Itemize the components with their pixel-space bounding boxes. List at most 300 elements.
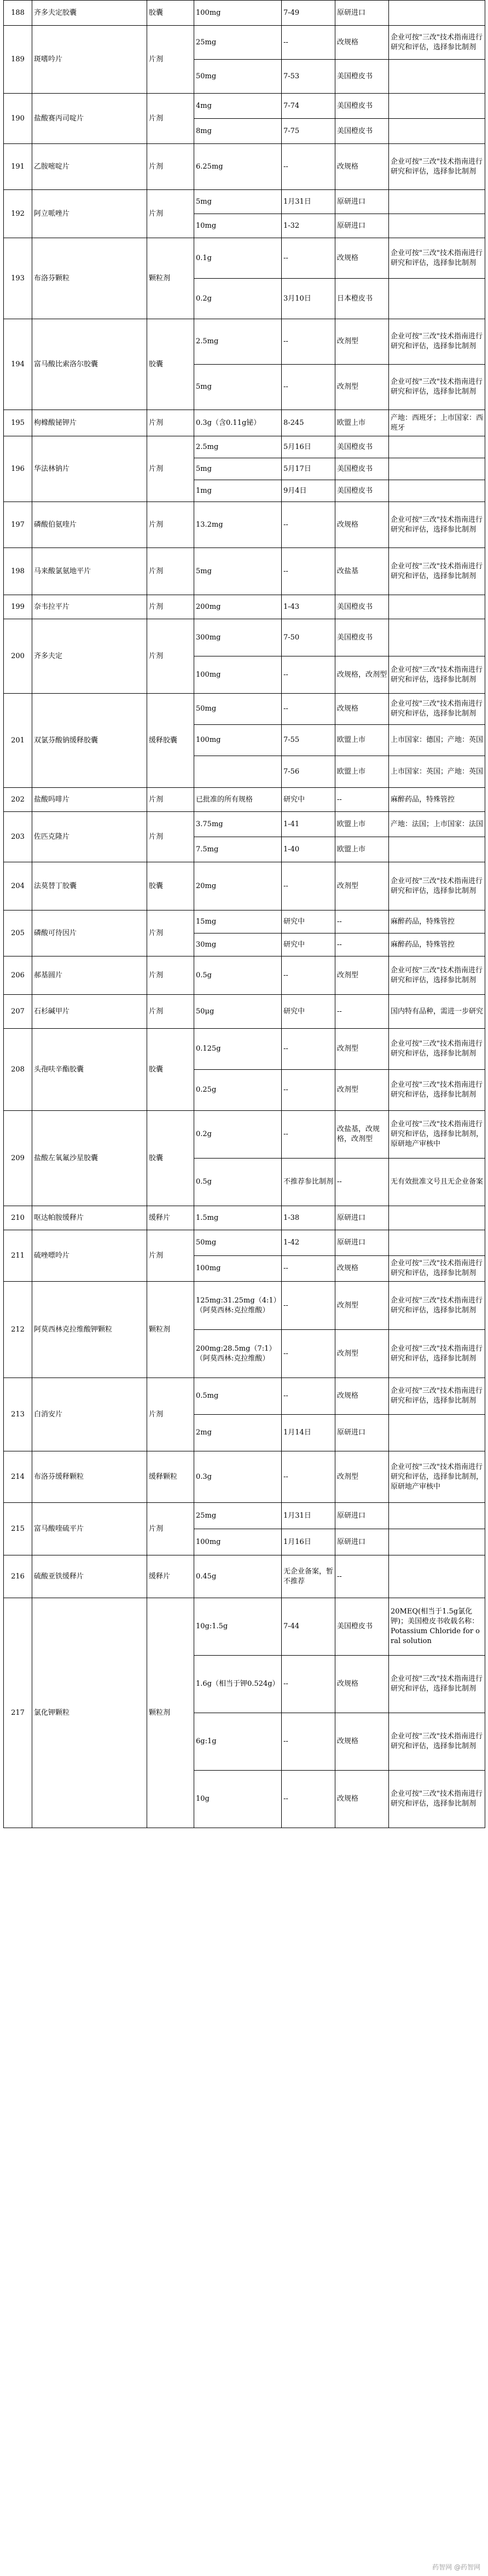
reference-source: 改规格 [335,694,389,725]
remark: 企业可按"三改"技术指南进行研究和评估，选择参比制剂 [389,1378,485,1415]
reference-source: 改剂型 [335,365,389,410]
dosage-form: 片剂 [147,1378,194,1451]
reference-source: 原研进口 [335,1503,389,1529]
table-row [4,694,485,725]
dosage-form: 片剂 [147,812,194,862]
table-row [4,1378,485,1415]
drug-name: 佐匹克隆片 [32,812,147,862]
reference-source: 改剂型 [335,956,389,995]
reference-source: 改规格 [335,26,389,60]
remark: 上市国家：德国；产地：英国 [389,725,485,756]
reference-id: 研究中 [282,995,335,1029]
table-row [4,1598,485,1656]
dosage-form: 颗粒剂 [147,1282,194,1378]
reference-id: 7-55 [282,725,335,756]
remark [389,1230,485,1256]
watermark: 药智网 @药智网 [430,2561,483,2573]
remark: 上市国家：英国；产地：英国 [389,756,485,788]
drug-name: 硫酸亚铁缓释片 [32,1555,147,1598]
remark [389,458,485,480]
row-number: 209 [4,1111,32,1206]
dosage-form: 缓释颗粒 [147,1451,194,1503]
row-number: 191 [4,144,32,190]
remark: 产地：法国；上市国家：法国 [389,812,485,837]
remark [389,190,485,214]
dosage-form: 片剂 [147,995,194,1029]
table-row [4,1230,485,1256]
reference-source: 美国橙皮书 [335,1598,389,1656]
remark [389,94,485,119]
drug-name: 阿立哌唑片 [32,190,147,238]
specification: 125mg:31.25mg（4:1）（阿莫西林:克拉维酸） [194,1282,282,1330]
reference-id: 7-74 [282,94,335,119]
drug-name: 富马酸比索洛尔胶囊 [32,319,147,410]
row-number: 195 [4,410,32,436]
dosage-form: 片剂 [147,1503,194,1555]
drug-name: 富马酸喹硫平片 [32,1503,147,1555]
reference-source: 改规格 [335,144,389,190]
dosage-form: 颗粒剂 [147,1598,194,1828]
remark: 企业可按"三改"技术指南进行研究和评估，选择参比制剂 [389,1330,485,1378]
reference-id: -- [282,1282,335,1330]
dosage-form: 片剂 [147,144,194,190]
reference-id: 研究中 [282,933,335,956]
specification: 5mg [194,458,282,480]
remark [389,1503,485,1529]
row-number: 213 [4,1378,32,1451]
reference-id: 1月14日 [282,1415,335,1451]
specification: 100mg [194,1529,282,1555]
specification: 1.5mg [194,1206,282,1230]
reference-source: 美国橙皮书 [335,595,389,619]
reference-id: -- [282,1771,335,1828]
drug-name: 盐酸左氧氟沙星胶囊 [32,1111,147,1206]
remark: 麻醉药品，特殊管控 [389,910,485,933]
specification: 7.5mg [194,837,282,862]
dosage-form: 片剂 [147,619,194,694]
row-number: 215 [4,1503,32,1555]
drug-name: 头孢呋辛酯胶囊 [32,1029,147,1111]
reference-source: -- [335,910,389,933]
table-row [4,144,485,190]
reference-id: 9月4日 [282,480,335,502]
table-row [4,1206,485,1230]
dosage-form: 片剂 [147,910,194,956]
dosage-form: 胶囊 [147,1029,194,1111]
reference-source: 原研进口 [335,1529,389,1555]
dosage-form: 片剂 [147,788,194,812]
specification: 20mg [194,862,282,910]
reference-id: 研究中 [282,910,335,933]
table-row [4,1111,485,1159]
reference-source: 改规格 [335,1713,389,1771]
reference-id: 1月31日 [282,190,335,214]
reference-source: 原研进口 [335,214,389,238]
table-row [4,788,485,812]
remark: 企业可按"三改"技术指南进行研究和评估，选择参比制剂 [389,1282,485,1330]
remark [389,214,485,238]
reference-id: -- [282,862,335,910]
drug-name: 双氯芬酸钠缓释胶囊 [32,694,147,788]
drug-name: 齐多夫定 [32,619,147,694]
reference-source: 欧盟上市 [335,812,389,837]
specification: 10g:1.5g [194,1598,282,1656]
reference-source: 改剂型 [335,862,389,910]
remark [389,595,485,619]
reference-source: 美国橙皮书 [335,480,389,502]
dosage-form: 片剂 [147,410,194,436]
specification: 0.5g [194,1159,282,1206]
remark [389,480,485,502]
table-row [4,410,485,436]
remark [389,1415,485,1451]
remark: 企业可按"三改"技术指南进行研究和评估，选择参比制剂 [389,548,485,595]
specification: 0.3g [194,1451,282,1503]
reference-id: -- [282,1656,335,1713]
reference-source: 日本橙皮书 [335,279,389,319]
specification: 25mg [194,26,282,60]
table-row [4,910,485,933]
table-row [4,94,485,119]
reference-id: -- [282,1070,335,1111]
specification: 5mg [194,548,282,595]
reference-source: 改规格，改剂型 [335,656,389,694]
reference-id: -- [282,548,335,595]
remark: 产地：西班牙；上市国家：西班牙 [389,410,485,436]
reference-id: 8-245 [282,410,335,436]
drug-name: 磷酸可待因片 [32,910,147,956]
reference-id: 1-42 [282,1230,335,1256]
remark: 企业可按"三改"技术指南进行研究和评估，选择参比制剂 [389,694,485,725]
reference-source: 美国橙皮书 [335,94,389,119]
specification: 0.5mg [194,1378,282,1415]
reference-source: 改剂型 [335,1029,389,1070]
reference-id: 1-40 [282,837,335,862]
remark: 企业可按"三改"技术指南进行研究和评估，选择参比制剂 [389,1256,485,1282]
reference-id: 无企业备案，暂不推荐 [282,1555,335,1598]
row-number: 207 [4,995,32,1029]
reference-source: 改规格 [335,1378,389,1415]
row-number: 190 [4,94,32,144]
reference-source: 美国橙皮书 [335,458,389,480]
reference-id: 不推荐参比制剂 [282,1159,335,1206]
row-number: 199 [4,595,32,619]
row-number: 192 [4,190,32,238]
dosage-form: 缓释片 [147,1555,194,1598]
remark: 企业可按"三改"技术指南进行研究和评估，选择参比制剂 [389,238,485,279]
row-number: 214 [4,1451,32,1503]
table-row [4,502,485,548]
reference-source: 改盐基，改规格，改剂型 [335,1111,389,1159]
dosage-form: 片剂 [147,502,194,548]
reference-id: -- [282,26,335,60]
reference-source: -- [335,788,389,812]
specification: 3.75mg [194,812,282,837]
remark: 企业可按"三改"技术指南进行研究和评估，选择参比制剂 [389,956,485,995]
specification [194,756,282,788]
reference-source: -- [335,1159,389,1206]
specification: 100mg [194,725,282,756]
drug-name: 呕达帕胺缓释片 [32,1206,147,1230]
reference-source: 改规格 [335,238,389,279]
reference-source: 原研进口 [335,1,389,26]
row-number: 198 [4,548,32,595]
reference-id: -- [282,1451,335,1503]
reference-id: -- [282,656,335,694]
remark [389,436,485,458]
remark: 企业可按"三改"技术指南进行研究和评估，选择参比制剂 [389,144,485,190]
reference-id: -- [282,1256,335,1282]
specification: 2mg [194,1415,282,1451]
drug-name: 马来酸氯氨地平片 [32,548,147,595]
dosage-form: 片剂 [147,94,194,144]
dosage-form: 片剂 [147,595,194,619]
row-number: 194 [4,319,32,410]
reference-id: 1-32 [282,214,335,238]
row-number: 202 [4,788,32,812]
reference-id: -- [282,365,335,410]
row-number: 189 [4,26,32,94]
reference-source: 改剂型 [335,1330,389,1378]
specification: 0.2g [194,1111,282,1159]
remark [389,279,485,319]
reference-source: 改规格 [335,1256,389,1282]
reference-id: 1-38 [282,1206,335,1230]
dosage-form: 颗粒剂 [147,238,194,319]
reference-source: 改剂型 [335,1282,389,1330]
dosage-form: 缓释胶囊 [147,694,194,788]
drug-name: 盐酸赛丙司啶片 [32,94,147,144]
specification: 0.45g [194,1555,282,1598]
remark: 无有效批准文号且无企业备案 [389,1159,485,1206]
drug-name: 布洛芬缓释颗粒 [32,1451,147,1503]
remark: 企业可按"三改"技术指南进行研究和评估，选择参比制剂，原研地产审核中 [389,1111,485,1159]
remark [389,60,485,94]
reference-id: -- [282,502,335,548]
reference-id: 1-43 [282,595,335,619]
row-number: 193 [4,238,32,319]
drug-name: 盐酸吗啡片 [32,788,147,812]
dosage-form: 片剂 [147,26,194,94]
remark: 企业可按"三改"技术指南进行研究和评估，选择参比制剂 [389,1713,485,1771]
remark: 企业可按"三改"技术指南进行研究和评估，选择参比制剂 [389,365,485,410]
table-row [4,238,485,279]
reference-id: -- [282,319,335,365]
reference-source: 改盐基 [335,548,389,595]
remark [389,1206,485,1230]
reference-id: -- [282,694,335,725]
table-row [4,862,485,910]
reference-id: -- [282,1378,335,1415]
row-number: 210 [4,1206,32,1230]
table-row [4,436,485,458]
specification: 10mg [194,214,282,238]
row-number: 212 [4,1282,32,1378]
specification: 0.1g [194,238,282,279]
reference-id: 7-49 [282,1,335,26]
specification: 0.3g（含0.11g铋） [194,410,282,436]
reference-source: 原研进口 [335,1206,389,1230]
row-number: 216 [4,1555,32,1598]
row-number: 206 [4,956,32,995]
drug-name: 白消安片 [32,1378,147,1451]
specification: 5mg [194,365,282,410]
specification: 8mg [194,119,282,144]
remark: 企业可按"三改"技术指南进行研究和评估，选择参比制剂 [389,1771,485,1828]
specification: 50μg [194,995,282,1029]
remark: 企业可按"三改"技术指南进行研究和评估，选择参比制剂 [389,26,485,60]
row-number: 208 [4,1029,32,1111]
reference-source: 欧盟上市 [335,725,389,756]
reference-drug-table [3,0,485,1828]
reference-id: 研究中 [282,788,335,812]
table-row [4,1451,485,1503]
dosage-form: 缓释片 [147,1206,194,1230]
table-row [4,319,485,365]
specification: 0.25g [194,1070,282,1111]
table-row [4,956,485,995]
remark: 企业可按"三改"技术指南进行研究和评估，选择参比制剂 [389,862,485,910]
drug-name: 枸橼酸铋钾片 [32,410,147,436]
row-number: 201 [4,694,32,788]
reference-source: 欧盟上市 [335,410,389,436]
table-row [4,548,485,595]
reference-id: 7-56 [282,756,335,788]
specification: 100mg [194,656,282,694]
reference-id: 5月17日 [282,458,335,480]
reference-id: 5月16日 [282,436,335,458]
row-number: 188 [4,1,32,26]
specification: 2.5mg [194,319,282,365]
remark: 20MEQ(相当于1.5g氯化钾)；美国橙皮书收载名称：Potassium Chloride for oral solution [389,1598,485,1656]
remark: 麻醉药品，特殊管控 [389,933,485,956]
remark [389,1529,485,1555]
reference-source: 改剂型 [335,319,389,365]
table-row [4,1555,485,1598]
drug-name: 奈韦拉平片 [32,595,147,619]
specification: 10g [194,1771,282,1828]
drug-name: 华法林钠片 [32,436,147,502]
reference-source: 原研进口 [335,1230,389,1256]
reference-source: 美国橙皮书 [335,60,389,94]
specification: 50mg [194,1230,282,1256]
dosage-form: 片剂 [147,190,194,238]
specification: 2.5mg [194,436,282,458]
drug-name: 硫唑嘌呤片 [32,1230,147,1282]
reference-source: 欧盟上市 [335,837,389,862]
reference-source: 改规格 [335,1771,389,1828]
row-number: 211 [4,1230,32,1282]
table-row [4,619,485,656]
remark: 企业可按"三改"技术指南进行研究和评估，选择参比制剂 [389,1029,485,1070]
reference-id: -- [282,1029,335,1070]
specification: 200mg [194,595,282,619]
reference-source: 改剂型 [335,1070,389,1111]
drug-name: 磷酸伯氨喹片 [32,502,147,548]
drug-name: 阿莫西林克拉维酸钾颗粒 [32,1282,147,1378]
page [3,0,485,1828]
reference-source: 原研进口 [335,190,389,214]
reference-id: 1月16日 [282,1529,335,1555]
drug-name: 齐多夫定胶囊 [32,1,147,26]
table-row [4,1282,485,1330]
specification: 0.5g [194,956,282,995]
reference-id: -- [282,1111,335,1159]
reference-source: -- [335,1555,389,1598]
reference-source: 改规格 [335,1656,389,1713]
remark [389,619,485,656]
table-row [4,1029,485,1070]
remark: 企业可按"三改"技术指南进行研究和评估，选择参比制剂 [389,319,485,365]
specification: 已批准的所有规格 [194,788,282,812]
reference-source: 美国橙皮书 [335,436,389,458]
dosage-form: 片剂 [147,436,194,502]
reference-id: -- [282,238,335,279]
specification: 4mg [194,94,282,119]
specification: 0.2g [194,279,282,319]
specification: 200mg:28.5mg（7:1）（阿莫西林:克拉维酸） [194,1330,282,1378]
dosage-form: 胶囊 [147,1111,194,1206]
drug-name: 法莫替丁胶囊 [32,862,147,910]
table-row [4,1,485,26]
remark: 企业可按"三改"技术指南进行研究和评估，选择参比制剂 [389,502,485,548]
reference-id: -- [282,1330,335,1378]
remark: 企业可按"三改"技术指南进行研究和评估，选择参比制剂，原研地产审核中 [389,1451,485,1503]
specification: 30mg [194,933,282,956]
row-number: 217 [4,1598,32,1828]
reference-id: 3月10日 [282,279,335,319]
remark: 企业可按"三改"技术指南进行研究和评估，选择参比制剂 [389,1070,485,1111]
specification: 5mg [194,190,282,214]
remark: 国内特有品种，需进一步研究 [389,995,485,1029]
row-number: 197 [4,502,32,548]
reference-source: 美国橙皮书 [335,619,389,656]
reference-id: 7-44 [282,1598,335,1656]
remark: 企业可按"三改"技术指南进行研究和评估，选择参比制剂 [389,1656,485,1713]
table-row [4,812,485,837]
reference-source: 改规格 [335,502,389,548]
reference-id: -- [282,144,335,190]
dosage-form: 片剂 [147,956,194,995]
remark [389,837,485,862]
reference-id: -- [282,1713,335,1771]
table-row [4,26,485,60]
dosage-form: 片剂 [147,548,194,595]
drug-name: 布洛芬颗粒 [32,238,147,319]
specification: 300mg [194,619,282,656]
row-number: 203 [4,812,32,862]
table-row [4,1503,485,1529]
remark [389,1,485,26]
row-number: 200 [4,619,32,694]
specification: 13.2mg [194,502,282,548]
drug-name: 石杉碱甲片 [32,995,147,1029]
specification: 0.125g [194,1029,282,1070]
table-row [4,595,485,619]
reference-id: -- [282,956,335,995]
dosage-form: 胶囊 [147,862,194,910]
specification: 6.25mg [194,144,282,190]
drug-name: 斑嗜吟片 [32,26,147,94]
remark [389,1555,485,1598]
reference-id: 1-41 [282,812,335,837]
specification: 100mg [194,1256,282,1282]
remark [389,119,485,144]
drug-name: 氯化钾颗粒 [32,1598,147,1828]
specification: 15mg [194,910,282,933]
row-number: 196 [4,436,32,502]
row-number: 205 [4,910,32,956]
